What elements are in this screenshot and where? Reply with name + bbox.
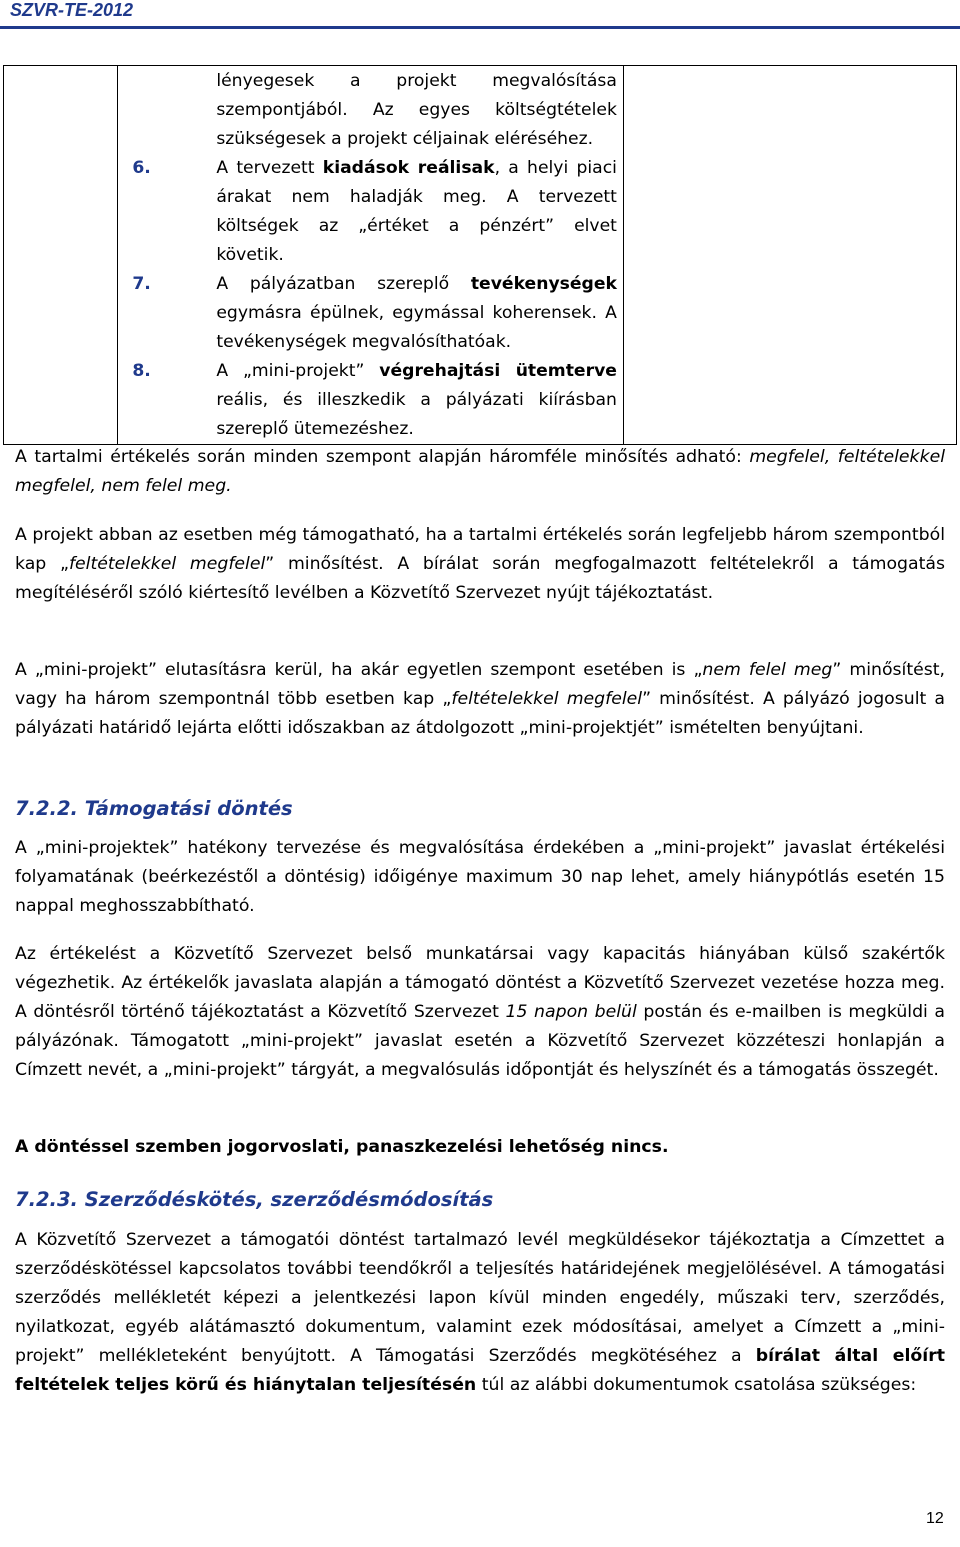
criterion-bold: végrehajtási ütemterve (379, 361, 617, 381)
paragraph-rejection (15, 656, 945, 743)
criterion-bold: tevékenységek (470, 274, 617, 294)
list-item (126, 67, 617, 154)
criterion-text: , a helyi piaci árakat nem haladják meg. A tervezett költségek az „értéket a pénzért” elvet követik. (216, 158, 617, 265)
list-item (126, 154, 617, 270)
paragraph-evaluation-process (15, 940, 945, 1085)
header-rule (0, 26, 960, 29)
table-cell-criteria (118, 66, 624, 445)
paragraph-text: A „mini-projekt” elutasításra kerül, ha akár egyetlen szempont esetében is „ (15, 660, 703, 680)
criterion-text: reális, és illeszkedik a pályázati kiírásban szereplő ütemezéshez. (216, 390, 617, 439)
paragraph-italic: megfelel, feltételekkel megfelel, nem felel meg. (15, 447, 946, 496)
paragraph-supportable (15, 521, 945, 608)
criterion-number: 6. (132, 158, 151, 178)
criterion-text: A tervezett (216, 158, 323, 178)
paragraph-decision-timeline: A „mini-projektek” hatékony tervezése és megvalósítása érdekében a „mini-projekt” javaslat értékelési folyamatának (beérkezéstől a döntésig) időigénye maximum 30 nap lehet, amely hiánypótlás esetén 15 nappal meghosszabbítható. (15, 838, 945, 916)
paragraph-text: ” minősítést. A bírálat során megfogalmazott feltételekről a támogatás megítéléséről szóló kiértesítő levélben a Közvetítő Szervezet nyújt tájékoztatást. (15, 554, 945, 603)
list-item (126, 357, 617, 444)
paragraph-evaluation-ratings (15, 443, 945, 501)
paragraph-text: túl az alábbi dokumentumok csatolása szükséges: (476, 1375, 917, 1395)
table-cell-empty-right (623, 66, 956, 445)
criterion-bold: kiadások reálisak (322, 158, 495, 178)
table-row (4, 66, 957, 445)
criteria-table (3, 65, 957, 445)
criteria-continuation: lényegesek a projekt megvalósítása szempontjából. Az egyes költségtételek szükségesek a projekt céljainak eléréséhez. (216, 71, 617, 149)
paragraph-contract (15, 1226, 945, 1400)
list-item (126, 270, 617, 357)
paragraph-text: A tartalmi értékelés során minden szempont alapján háromféle minősítés adható: (15, 447, 750, 467)
paragraph-italic: 15 napon belül (505, 1002, 637, 1022)
criterion-text: A pályázatban szereplő (216, 274, 471, 294)
paragraph-text: ” minősítést. A pályázó jogosult a pályázati határidő lejárta előtti időszakban az átdolgozott „mini-projektjét” ismételten benyújtani. (15, 689, 945, 738)
criterion-number: 7. (132, 274, 151, 294)
paragraph-italic: feltételekkel megfelel (68, 554, 266, 574)
section-heading-contract: 7.2.3. Szerződéskötés, szerződésmódosítás (15, 1188, 494, 1211)
criterion-text: A „mini-projekt” (216, 361, 380, 381)
paragraph-text: ” minősítést, vagy ha három szempontnál több esetben kap „ (15, 660, 946, 709)
paragraph-italic: feltételekkel megfelel (451, 689, 643, 709)
paragraph-text: A projekt abban az esetben még támogatható, ha a tartalmi értékelés során legfeljebb három szempontból kap „ (15, 525, 945, 574)
criterion-number: 8. (132, 361, 151, 381)
page-header-title: SZVR-TE-2012 (10, 0, 134, 20)
paragraph-italic: nem felel meg (702, 660, 833, 680)
paragraph-text: Az értékelést a Közvetítő Szervezet belső munkatársai vagy kapacitás hiányában külső szakértők végezhetik. Az értékelők javaslata alapján a támogató döntést a Közvetítő Szervezet vezetése hozza meg. A döntésről történő tájékoztatást a Közvetítő Szervezet (15, 944, 945, 1022)
section-heading-decision: 7.2.2. Támogatási döntés (15, 797, 293, 820)
paragraph-bold: bírálat által előírt feltételek teljes körű és hiánytalan teljesítésén (15, 1346, 945, 1395)
table-cell-empty-left (4, 66, 118, 445)
criterion-text: egymásra épülnek, egymással koherensek. A tevékenységek megvalósíthatóak. (216, 303, 617, 352)
page-number: 12 (926, 1510, 944, 1527)
paragraph-no-appeal: A döntéssel szemben jogorvoslati, panaszkezelési lehetőség nincs. (15, 1137, 669, 1157)
paragraph-text: A Közvetítő Szervezet a támogatói döntést tartalmazó levél megküldésekor tájékoztatja a Címzettet a szerződéskötéssel kapcsolatos további teendőkről a teljesítés határidejének megjelölésével. A támogatási szerződés mellékletét képezi a jelentkezési lapon kívül minden engedély, műszaki terv, szerződés, nyilatkozat, egyéb alátámasztó dokumentum, valamint ezek módosításai, amelyet a Címzett a „mini-projekt” mellékleteként benyújtott. A Támogatási Szerződés megkötéséhez a (15, 1230, 945, 1366)
paragraph-text: postán és e-mailben is megküldi a pályázónak. Támogatott „mini-projekt” javaslat esetén a Közvetítő Szervezet közzéteszi honlapján a Címzett nevét, a „mini-projekt” tárgyát, a megvalósulás időpontját és helyszínét és a támogatás összegét. (15, 1002, 945, 1080)
